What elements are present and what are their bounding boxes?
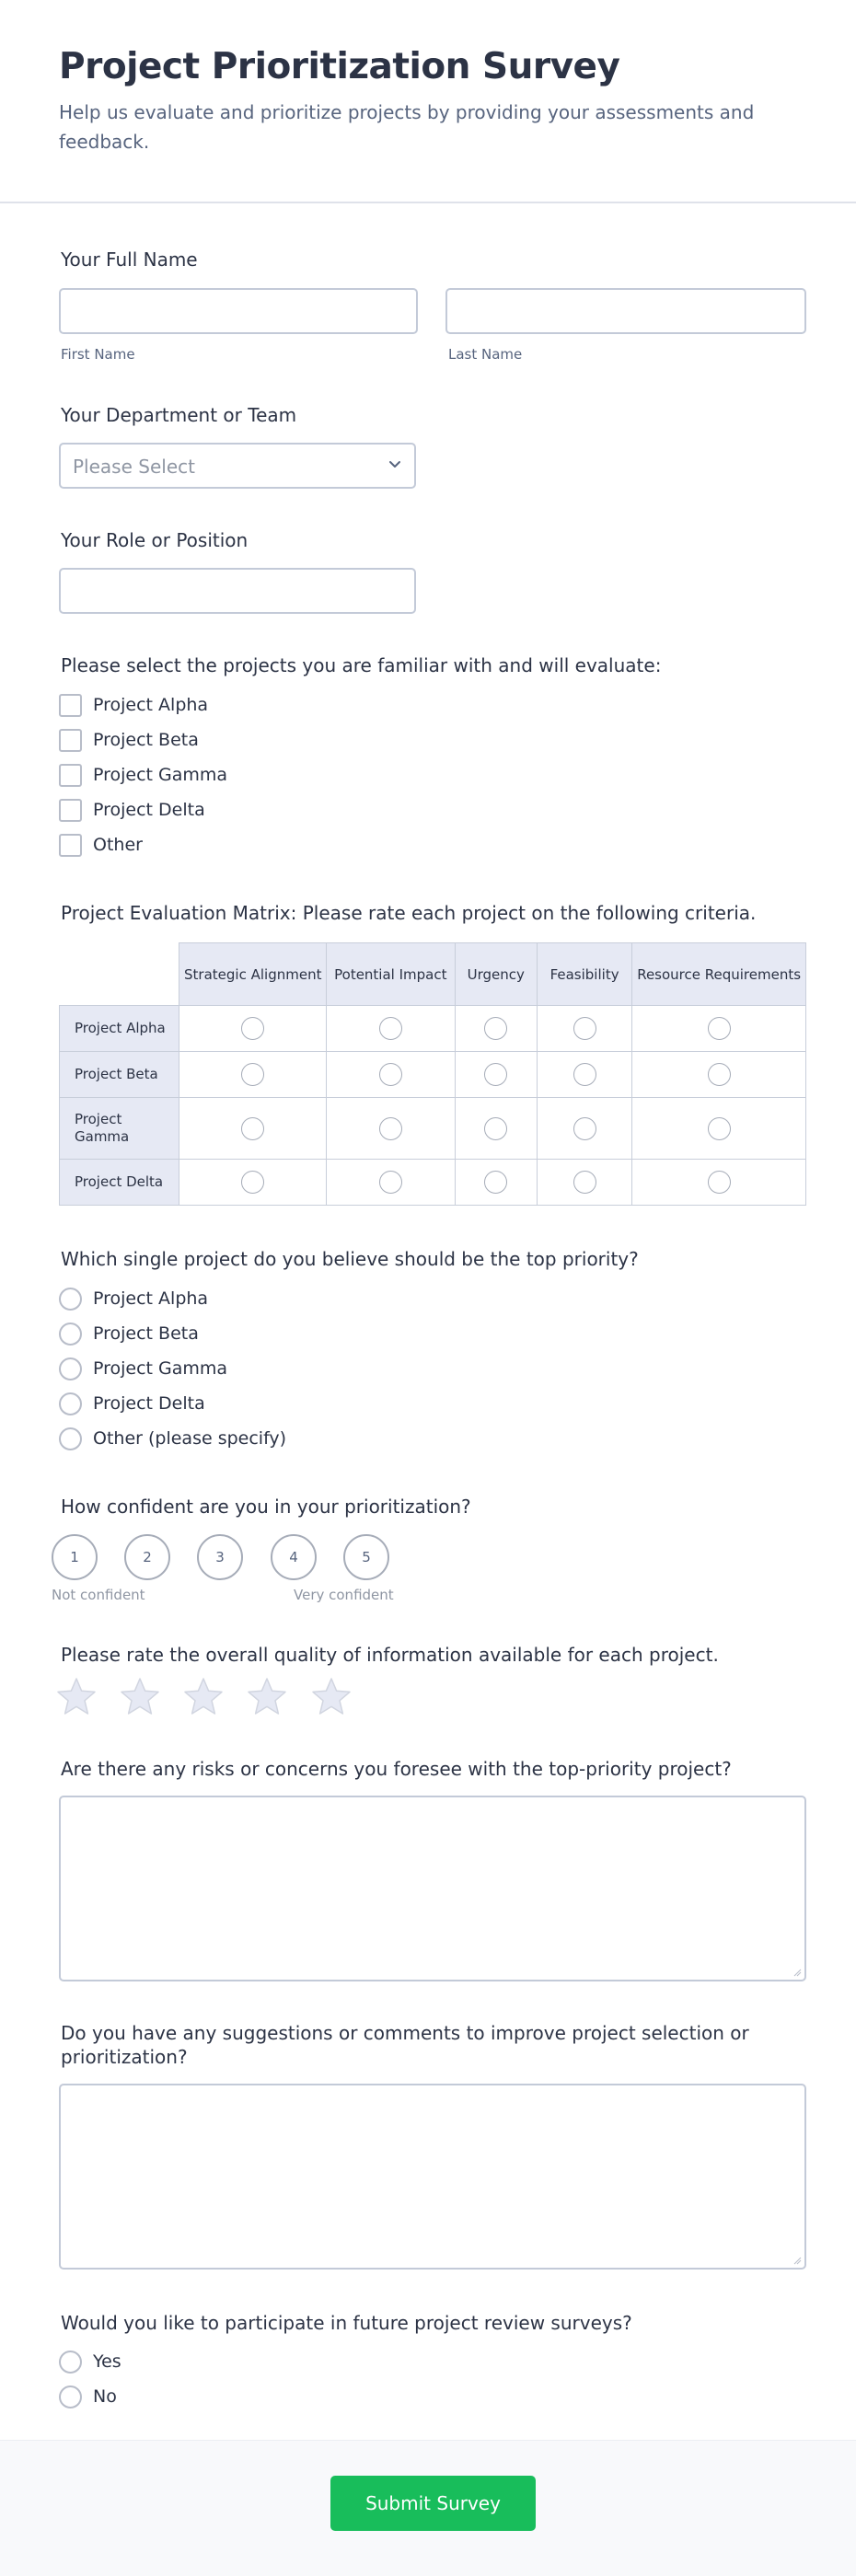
evaluation-matrix bbox=[59, 942, 806, 1206]
star-icon[interactable] bbox=[120, 1677, 160, 1715]
matrix-column-header: Potential Impact bbox=[327, 943, 456, 1006]
radio-label: Project Delta bbox=[93, 1393, 205, 1414]
matrix-column-header: Strategic Alignment bbox=[179, 943, 327, 1006]
scale-low-label: Not confident bbox=[52, 1587, 145, 1603]
checkbox-label: Other bbox=[93, 835, 143, 855]
matrix-radio[interactable] bbox=[241, 1017, 264, 1040]
matrix-radio[interactable] bbox=[573, 1017, 596, 1040]
matrix-radio[interactable] bbox=[379, 1017, 402, 1040]
scale-option-2[interactable]: 2 bbox=[124, 1534, 170, 1580]
first-name-input[interactable] bbox=[59, 288, 418, 334]
radio-label: Project Gamma bbox=[93, 1358, 228, 1379]
matrix-radio[interactable] bbox=[573, 1117, 596, 1140]
scale-option-3[interactable]: 3 bbox=[197, 1534, 243, 1580]
chevron-down-icon bbox=[385, 455, 405, 475]
suggestions-textarea[interactable] bbox=[59, 2084, 806, 2270]
projects-familiar-label: Please select the projects you are familiar with and will evaluate: bbox=[61, 654, 662, 676]
radio[interactable] bbox=[59, 1427, 82, 1450]
matrix-radio[interactable] bbox=[484, 1063, 507, 1086]
last-name-input[interactable] bbox=[445, 288, 806, 334]
matrix-label: Project Evaluation Matrix: Please rate each project on the following criteria. bbox=[61, 902, 757, 924]
matrix-row bbox=[60, 1098, 806, 1160]
suggestions-label: Do you have any suggestions or comments to improve project selection or prioritization? bbox=[61, 2022, 749, 2068]
matrix-row-header: Project Alpha bbox=[60, 1006, 179, 1052]
radio[interactable] bbox=[59, 1392, 82, 1415]
star-icon[interactable] bbox=[56, 1677, 97, 1715]
top-priority-label: Which single project do you believe should be the top priority? bbox=[61, 1248, 639, 1270]
confidence-label: How confident are you in your prioritization? bbox=[61, 1496, 471, 1518]
checkbox[interactable] bbox=[59, 764, 82, 787]
form-footer bbox=[0, 2440, 856, 2576]
role-input[interactable] bbox=[59, 568, 416, 614]
matrix-radio[interactable] bbox=[708, 1017, 731, 1040]
matrix-column-header: Resource Requirements bbox=[632, 943, 806, 1006]
matrix-radio[interactable] bbox=[573, 1063, 596, 1086]
radio[interactable] bbox=[59, 1288, 82, 1311]
radio-label: Project Beta bbox=[93, 1323, 199, 1344]
future-label: Would you like to participate in future project review surveys? bbox=[61, 2312, 632, 2334]
radio[interactable] bbox=[59, 2385, 82, 2409]
radio-label: Project Alpha bbox=[93, 1288, 209, 1309]
star-icon[interactable] bbox=[183, 1677, 224, 1715]
checkbox[interactable] bbox=[59, 834, 82, 857]
risks-label: Are there any risks or concerns you foresee with the top-priority project? bbox=[61, 1758, 732, 1780]
first-name-sublabel: First Name bbox=[61, 346, 135, 363]
submit-button[interactable]: Submit Survey bbox=[330, 2476, 536, 2531]
matrix-corner bbox=[60, 943, 179, 1006]
matrix-row-header: Project Delta bbox=[60, 1160, 179, 1206]
matrix-radio[interactable] bbox=[379, 1117, 402, 1140]
radio[interactable] bbox=[59, 1323, 82, 1346]
star-icon[interactable] bbox=[311, 1677, 352, 1715]
department-label: Your Department or Team bbox=[61, 404, 297, 426]
checkbox-label: Project Delta bbox=[93, 800, 205, 820]
checkbox-label: Project Gamma bbox=[93, 765, 228, 785]
matrix-radio[interactable] bbox=[708, 1117, 731, 1140]
scale-option-5[interactable]: 5 bbox=[343, 1534, 389, 1580]
matrix-radio[interactable] bbox=[484, 1017, 507, 1040]
scale-option-1[interactable]: 1 bbox=[52, 1534, 98, 1580]
quality-label: Please rate the overall quality of information available for each project. bbox=[61, 1644, 719, 1666]
matrix-row-header: Project Beta bbox=[60, 1052, 179, 1098]
role-label: Your Role or Position bbox=[61, 529, 249, 551]
matrix-radio[interactable] bbox=[484, 1117, 507, 1140]
checkbox[interactable] bbox=[59, 694, 82, 717]
form-header bbox=[0, 0, 856, 203]
radio[interactable] bbox=[59, 2351, 82, 2374]
matrix-row bbox=[60, 1052, 806, 1098]
resize-grip-icon[interactable] bbox=[792, 2256, 802, 2265]
matrix-row bbox=[60, 1006, 806, 1052]
department-placeholder: Please Select bbox=[73, 456, 195, 478]
matrix-row bbox=[60, 1160, 806, 1206]
matrix-radio[interactable] bbox=[708, 1171, 731, 1194]
full-name-label: Your Full Name bbox=[61, 248, 198, 271]
scale-option-4[interactable]: 4 bbox=[271, 1534, 317, 1580]
checkbox[interactable] bbox=[59, 729, 82, 752]
matrix-row-header: Project Gamma bbox=[60, 1098, 179, 1160]
matrix-radio[interactable] bbox=[379, 1063, 402, 1086]
checkbox[interactable] bbox=[59, 799, 82, 822]
matrix-radio[interactable] bbox=[241, 1117, 264, 1140]
page-title: Project Prioritization Survey bbox=[59, 46, 620, 87]
resize-grip-icon[interactable] bbox=[792, 1968, 802, 1977]
checkbox-label: Project Beta bbox=[93, 730, 199, 750]
department-select[interactable] bbox=[59, 443, 416, 489]
matrix-radio[interactable] bbox=[708, 1063, 731, 1086]
matrix-column-header: Feasibility bbox=[537, 943, 631, 1006]
matrix-radio[interactable] bbox=[573, 1171, 596, 1194]
radio-label: Yes bbox=[93, 2351, 121, 2372]
matrix-radio[interactable] bbox=[379, 1171, 402, 1194]
page-subtitle: Help us evaluate and prioritize projects by providing your assessments and feedback. bbox=[59, 101, 755, 153]
risks-textarea[interactable] bbox=[59, 1796, 806, 1981]
matrix-radio[interactable] bbox=[484, 1171, 507, 1194]
radio[interactable] bbox=[59, 1357, 82, 1380]
radio-label: No bbox=[93, 2386, 117, 2407]
matrix-radio[interactable] bbox=[241, 1171, 264, 1194]
last-name-sublabel: Last Name bbox=[448, 346, 523, 363]
star-icon[interactable] bbox=[247, 1677, 287, 1715]
checkbox-label: Project Alpha bbox=[93, 695, 209, 715]
matrix-column-header: Urgency bbox=[455, 943, 537, 1006]
matrix-radio[interactable] bbox=[241, 1063, 264, 1086]
radio-label: Other (please specify) bbox=[93, 1428, 287, 1449]
scale-high-label: Very confident bbox=[294, 1587, 394, 1603]
